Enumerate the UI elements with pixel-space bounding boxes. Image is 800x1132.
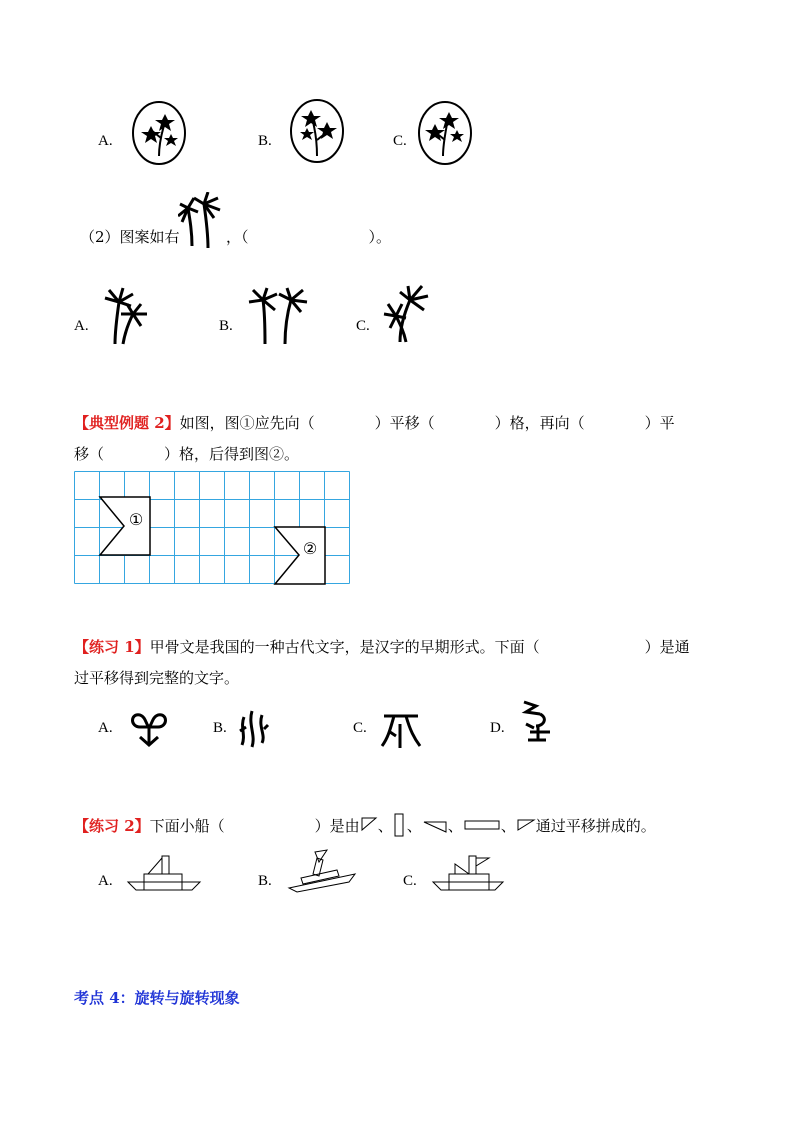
- flower-oval-c-image: [417, 100, 473, 166]
- example2-text-line1: 如图，图①应先向（ ）平移（ ）格，再向（ ）平: [179, 414, 675, 432]
- practice2-sep-1: 、: [377, 816, 393, 835]
- boat-option-c-image: [431, 852, 505, 894]
- oracle-glyph-c-image: [380, 710, 422, 750]
- q1-option-b-label: B.: [258, 133, 272, 149]
- oracle-glyph-a-image: [126, 709, 172, 749]
- q2-option-c-label: C.: [356, 318, 370, 334]
- section-heading: 考点 4：旋转与旋转现象: [74, 989, 240, 1007]
- practice2-sep-2: 、: [406, 816, 422, 835]
- practice1-text-line1: 甲骨文是我国的一种古代文字，是汉字的早期形式。下面（ ）是通: [149, 638, 690, 656]
- practice1-tag: 【练习 1】: [74, 638, 150, 656]
- q2-option-b-label: B.: [219, 318, 233, 334]
- oracle-glyph-b-image: [238, 709, 270, 749]
- piece-long-rectangle-image: [463, 814, 501, 836]
- boat-option-b-image: [287, 848, 359, 894]
- piece-triangle-sail-image: [422, 814, 448, 836]
- translation-grid-figure: [74, 471, 351, 585]
- q1-option-c-label: C.: [393, 133, 407, 149]
- q2-prefix-text: （2）图案如右: [80, 228, 180, 246]
- q2-option-a-label: A.: [74, 318, 89, 334]
- practice2-option-c-label: C.: [403, 873, 417, 889]
- practice2-sep-4: 、: [500, 816, 516, 835]
- q2-suffix-text: ，（ ）。: [226, 228, 392, 246]
- example2-text-line2: 移（ ）格，后得到图②。: [74, 445, 300, 463]
- boat-option-a-image: [126, 852, 202, 894]
- piece-triangle-bow-image: [516, 814, 536, 836]
- palm-tree-option-c-image: [382, 284, 430, 346]
- palm-tree-option-b-image: [247, 286, 309, 346]
- practice1-option-a-label: A.: [98, 720, 113, 736]
- practice2-text-a: 下面小船（ ）是由: [149, 816, 360, 835]
- practice1-option-c-label: C.: [353, 720, 367, 736]
- palm-tree-option-a-image: [101, 286, 149, 346]
- oracle-glyph-d-image: [518, 698, 554, 744]
- palm-tree-example-image: [178, 192, 222, 250]
- practice2-tag: 【练习 2】: [74, 816, 150, 835]
- example2-tag: 【典型例题 2】: [74, 414, 180, 432]
- practice1-text-line2: 过平移得到完整的文字。: [74, 669, 240, 687]
- piece-rectangle-mast-image: [393, 812, 407, 838]
- q1-option-a-label: A.: [98, 133, 113, 149]
- shape-2-marker: ②: [302, 539, 318, 558]
- shape-1-marker: ①: [128, 510, 144, 529]
- piece-triangle-flag-image: [360, 814, 378, 836]
- flower-oval-a-image: [131, 100, 187, 166]
- flower-oval-b-image: [289, 98, 345, 164]
- practice1-option-d-label: D.: [490, 720, 505, 736]
- practice1-option-b-label: B.: [213, 720, 227, 736]
- practice2-option-a-label: A.: [98, 873, 113, 889]
- practice2-text-b: 通过平移拼成的。: [535, 816, 656, 835]
- practice2-sep-3: 、: [447, 816, 463, 835]
- practice2-option-b-label: B.: [258, 873, 272, 889]
